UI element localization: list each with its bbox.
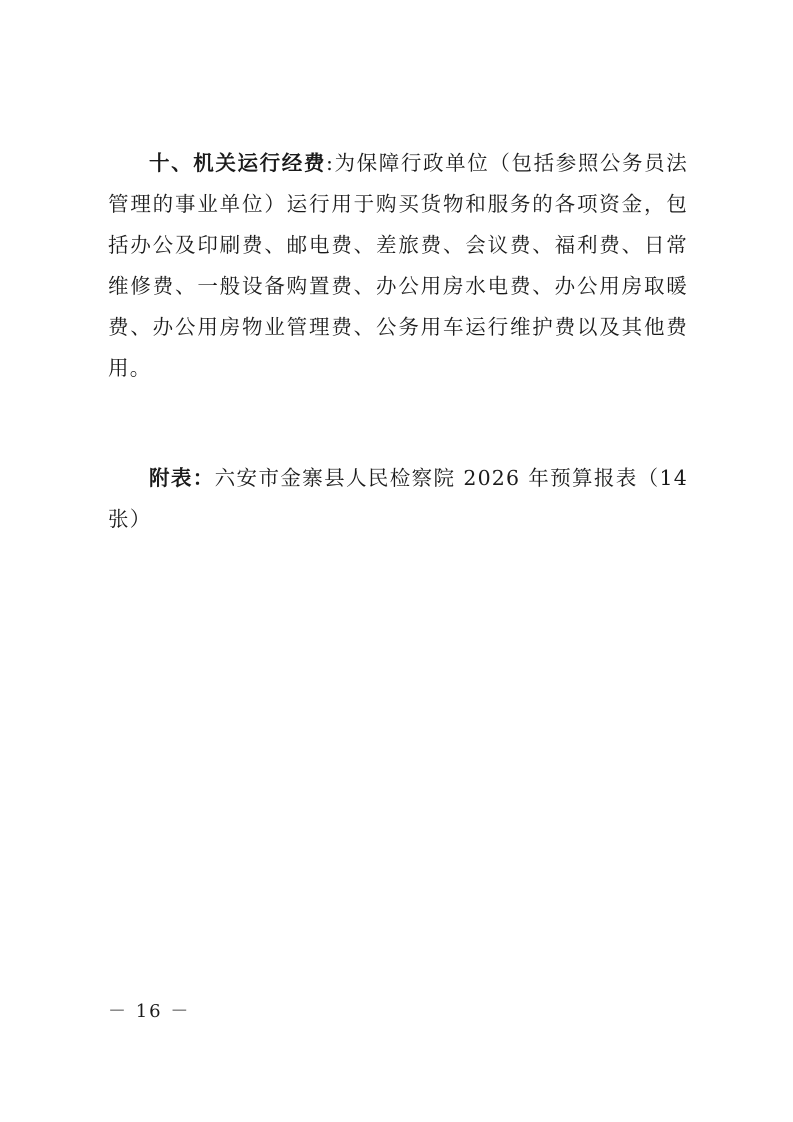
attachment-text: 六安市金寨县人民检察院 2026 年预算报表（14 张） (108, 466, 688, 531)
page-number: － 16 － (108, 1001, 191, 1022)
section-ten-heading: 十、机关运行经费 (149, 151, 326, 175)
section-ten-separator: : (325, 151, 335, 175)
section-ten-paragraph (108, 143, 688, 389)
attachment-paragraph (108, 458, 688, 540)
section-ten-body: 为保障行政单位（包括参照公务员法管理的事业单位）运行用于购买货物和服务的各项资金，包括办公及印刷费、邮电费、差旅费、会议费、福利费、日常维修费、一般设备购置费、办公用房水电费、办公用房取暖费、办公用房物业管理费、公务用车运行维护费以及其他费用。 (108, 151, 688, 380)
attachment-label: 附表： (149, 466, 215, 490)
